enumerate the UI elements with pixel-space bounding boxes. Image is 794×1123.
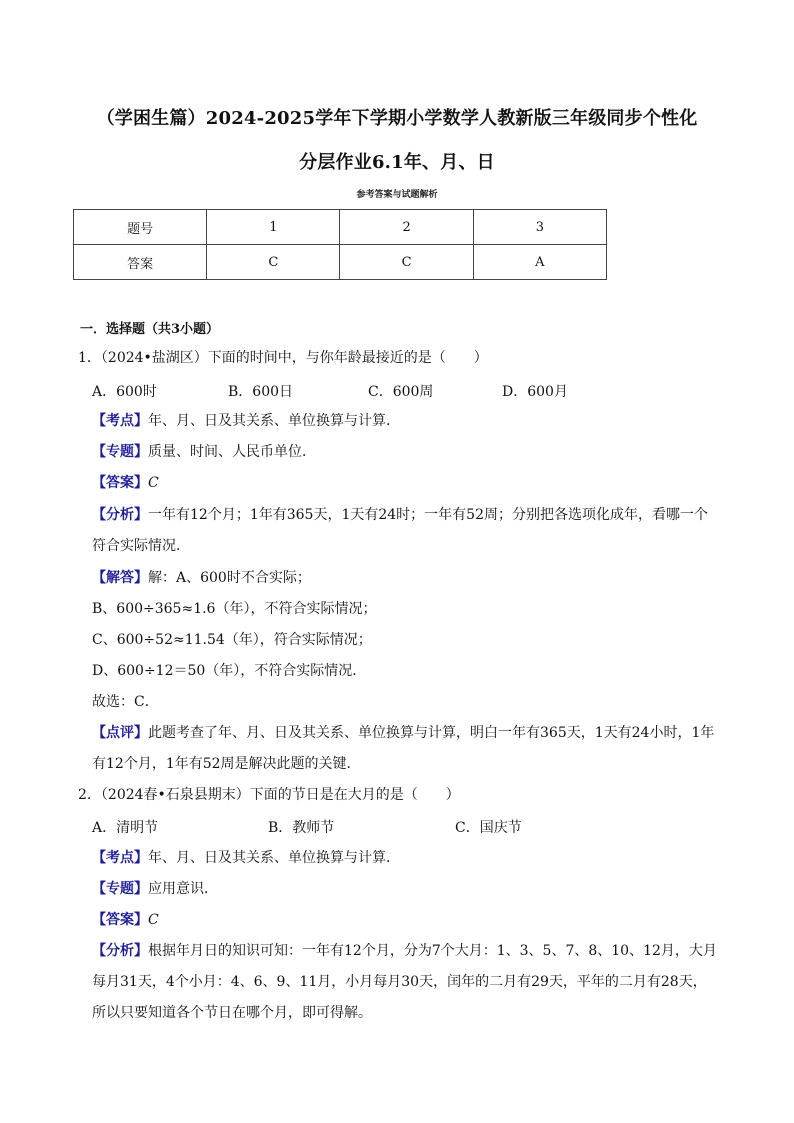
table-header-answer-label: 答案 xyxy=(74,245,207,280)
q1-kaodian-text: 年、月、日及其关系、单位换算与计算． xyxy=(148,413,400,429)
q2-fenxi-text: 根据年月日的知识可知：一年有12个月，分为7个大月：1、3、5、7、8、10、12月，大月 xyxy=(148,943,717,959)
answer-table-answer-row xyxy=(74,245,607,280)
document-subtitle: 参考答案与试题解析 xyxy=(356,190,438,200)
q1-stem: 1．（2024•盐湖区）下面的时间中，与你年龄最接近的是（ ） xyxy=(78,350,488,366)
q2-fenxi-line1 xyxy=(92,941,717,961)
table-answer-cell: C xyxy=(207,245,340,280)
document-title-line1: （学困生篇）2024-2025学年下学期小学数学人教新版三年级同步个性化 xyxy=(96,108,698,129)
q2-daan-tag: 【答案】 xyxy=(92,912,148,928)
document-title-line2: 分层作业6.1年、月、日 xyxy=(299,152,495,173)
q1-zhuanti-tag: 【专题】 xyxy=(92,444,148,460)
q2-daan-text: C xyxy=(148,912,159,928)
q2-daan xyxy=(92,910,159,930)
q1-option-d: D．600月 xyxy=(502,384,568,400)
q1-dianping-text: 此题考查了年、月、日及其关系、单位换算与计算，明白一年有365天，1天有24小时，1年 xyxy=(148,725,715,741)
q2-zhuanti-text: 应用意识． xyxy=(148,881,218,897)
q2-zhuanti-tag: 【专题】 xyxy=(92,881,148,897)
q1-zhuanti-text: 质量、时间、人民币单位． xyxy=(148,444,316,460)
q1-daan-text: C xyxy=(148,475,159,491)
section-title: 一．选择题（共3小题） xyxy=(80,322,220,337)
table-number-cell: 2 xyxy=(340,210,473,245)
q2-fenxi-tag: 【分析】 xyxy=(92,943,148,959)
q2-option-a: A．清明节 xyxy=(92,820,159,836)
q1-option-a: A．600时 xyxy=(92,384,157,400)
q1-kaodian xyxy=(92,411,400,431)
q1-jieda-tag: 【解答】 xyxy=(92,570,148,586)
q1-kaodian-tag: 【考点】 xyxy=(92,413,148,429)
q1-daan xyxy=(92,473,159,493)
q1-fenxi-text: 一年有12个月；1年有365天，1天有24时；一年有52周；分别把各选项化成年，看哪一个 xyxy=(148,507,708,523)
table-answer-cell: C xyxy=(340,245,473,280)
q2-kaodian-tag: 【考点】 xyxy=(92,850,148,866)
q1-jieda-line3: C、600÷52≈11.54（年），符合实际情况； xyxy=(92,632,372,648)
q1-fenxi-tag: 【分析】 xyxy=(92,507,148,523)
q2-fenxi-line3: 所以只要知道各个节日在哪个月，即可得解。 xyxy=(92,1005,372,1021)
q1-option-b: B．600日 xyxy=(228,384,294,400)
q1-dianping-line1 xyxy=(92,723,714,743)
q1-daan-tag: 【答案】 xyxy=(92,475,148,491)
q1-jieda-line2: B、600÷365≈1.6（年），不符合实际情况； xyxy=(92,601,377,617)
table-number-cell: 3 xyxy=(473,210,606,245)
q1-dianping-tag: 【点评】 xyxy=(92,725,148,741)
q2-stem: 2．（2024春•石泉县期末）下面的节日是在大月的是（ ） xyxy=(78,787,460,803)
q1-jieda-line4: D、600÷12＝50（年），不符合实际情况． xyxy=(92,663,367,679)
q1-jieda-text: 解：A、600时不合实际； xyxy=(148,570,311,586)
q2-kaodian-text: 年、月、日及其关系、单位换算与计算． xyxy=(148,850,400,866)
answer-table-number-row xyxy=(74,210,607,245)
q2-option-b: B．教师节 xyxy=(268,820,335,836)
table-header-number-label: 题号 xyxy=(74,210,207,245)
table-number-cell: 1 xyxy=(207,210,340,245)
q1-fenxi-line2: 符合实际情况． xyxy=(92,538,190,554)
q1-fenxi-line1 xyxy=(92,505,708,525)
q1-jieda-line1 xyxy=(92,568,311,588)
q1-dianping-line2: 有12个月，1年有52周是解决此题的关键． xyxy=(92,756,361,772)
table-answer-cell: A xyxy=(473,245,606,280)
q2-zhuanti xyxy=(92,879,218,899)
q1-zhuanti xyxy=(92,442,316,462)
q1-jieda-line5: 故选：C． xyxy=(92,694,159,710)
q2-fenxi-line2: 每月31天，4个小月：4、6、9、11月，小月每月30天，闰年的二月有29天，平年的二月有28天， xyxy=(92,974,707,990)
q1-option-c: C．600周 xyxy=(368,384,434,400)
q2-kaodian xyxy=(92,848,400,868)
q2-option-c: C．国庆节 xyxy=(455,820,522,836)
answer-table xyxy=(73,209,607,280)
